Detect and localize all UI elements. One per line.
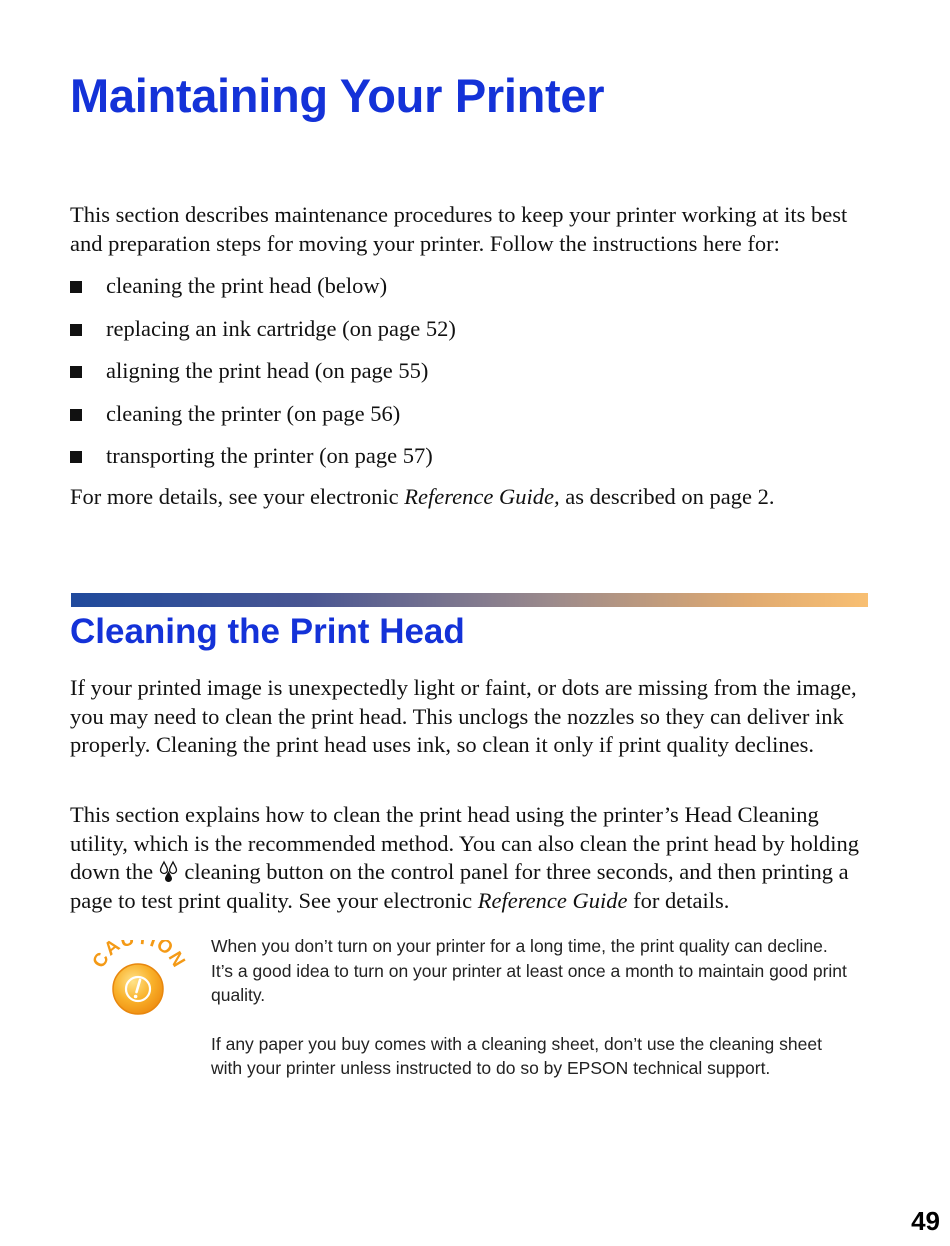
caution-exclamation-icon bbox=[92, 940, 188, 1020]
cleaning-method-text-end: for details. bbox=[627, 887, 730, 913]
more-details-text: For more details, see your electronic bbox=[70, 484, 405, 509]
list-item bbox=[70, 441, 875, 484]
square-bullet-icon bbox=[70, 409, 82, 421]
list-item bbox=[70, 356, 875, 399]
list-item-text: transporting the printer (on page 57) bbox=[106, 443, 433, 468]
caution-note bbox=[211, 934, 851, 1105]
list-item-text: cleaning the print head (below) bbox=[106, 273, 388, 298]
caution-badge bbox=[92, 940, 188, 1020]
intro-paragraph: This section describes maintenance procedures to keep your printer working at its best and preparation steps for moving your printer. Follow the instructions here for: bbox=[70, 202, 848, 256]
list-item-text: cleaning the printer (on page 56) bbox=[106, 400, 401, 426]
page-title: Maintaining Your Printer bbox=[70, 69, 605, 122]
list-item-text: aligning the print head (on page 55) bbox=[106, 358, 429, 383]
list-item bbox=[70, 314, 875, 357]
square-bullet-icon bbox=[70, 451, 82, 463]
list-item bbox=[70, 271, 875, 314]
section-divider-bar bbox=[71, 593, 868, 607]
list-item bbox=[70, 399, 875, 442]
reference-guide-title: Reference Guide, bbox=[404, 484, 560, 509]
ink-drops-cleaning-icon bbox=[159, 860, 179, 882]
square-bullet-icon bbox=[70, 281, 82, 293]
square-bullet-icon bbox=[70, 324, 82, 336]
square-bullet-icon bbox=[70, 366, 82, 378]
cleaning-method-paragraph bbox=[70, 801, 870, 915]
caution-label: A ION bbox=[100, 940, 188, 972]
cleaning-method-text: This section explains how to clean the print head using the printer’s Head Cleaning utility, which is the recommended method. You can also clean the print head by holding down the bbox=[70, 802, 860, 884]
cleaning-intro-paragraph: If your printed image is unexpectedly light or faint, or dots are missing from the image, you may need to clean the print head. This unclogs the nozzles so they can deliver ink properly. Cleaning the print head uses ink, so clean it only if print quality declines. bbox=[70, 675, 857, 757]
section-title: Cleaning the Print Head bbox=[70, 612, 465, 651]
more-details-text-end: as described on page 2. bbox=[559, 484, 775, 509]
reference-guide-title: Reference Guide bbox=[477, 887, 628, 913]
more-details-paragraph bbox=[70, 483, 875, 512]
list-item-text: replacing an ink cartridge (on page 52) bbox=[106, 315, 456, 341]
caution-paragraph: When you don’t turn on your printer for a long time, the print quality can decline. It’s a good idea to turn on your printer at least once a month to maintain good print quality. bbox=[211, 936, 847, 1005]
cleaning-method-text-2: cleaning button on the control panel for three seconds, and then printing a page to test print quality. See your electronic bbox=[70, 859, 849, 913]
caution-paragraph: If any paper you buy comes with a cleaning sheet, don’t use the cleaning sheet with your printer unless instructed to do so by EPSON technical support. bbox=[211, 1033, 822, 1078]
page-number: 49 bbox=[911, 1206, 940, 1236]
maintenance-topic-list bbox=[70, 271, 875, 484]
